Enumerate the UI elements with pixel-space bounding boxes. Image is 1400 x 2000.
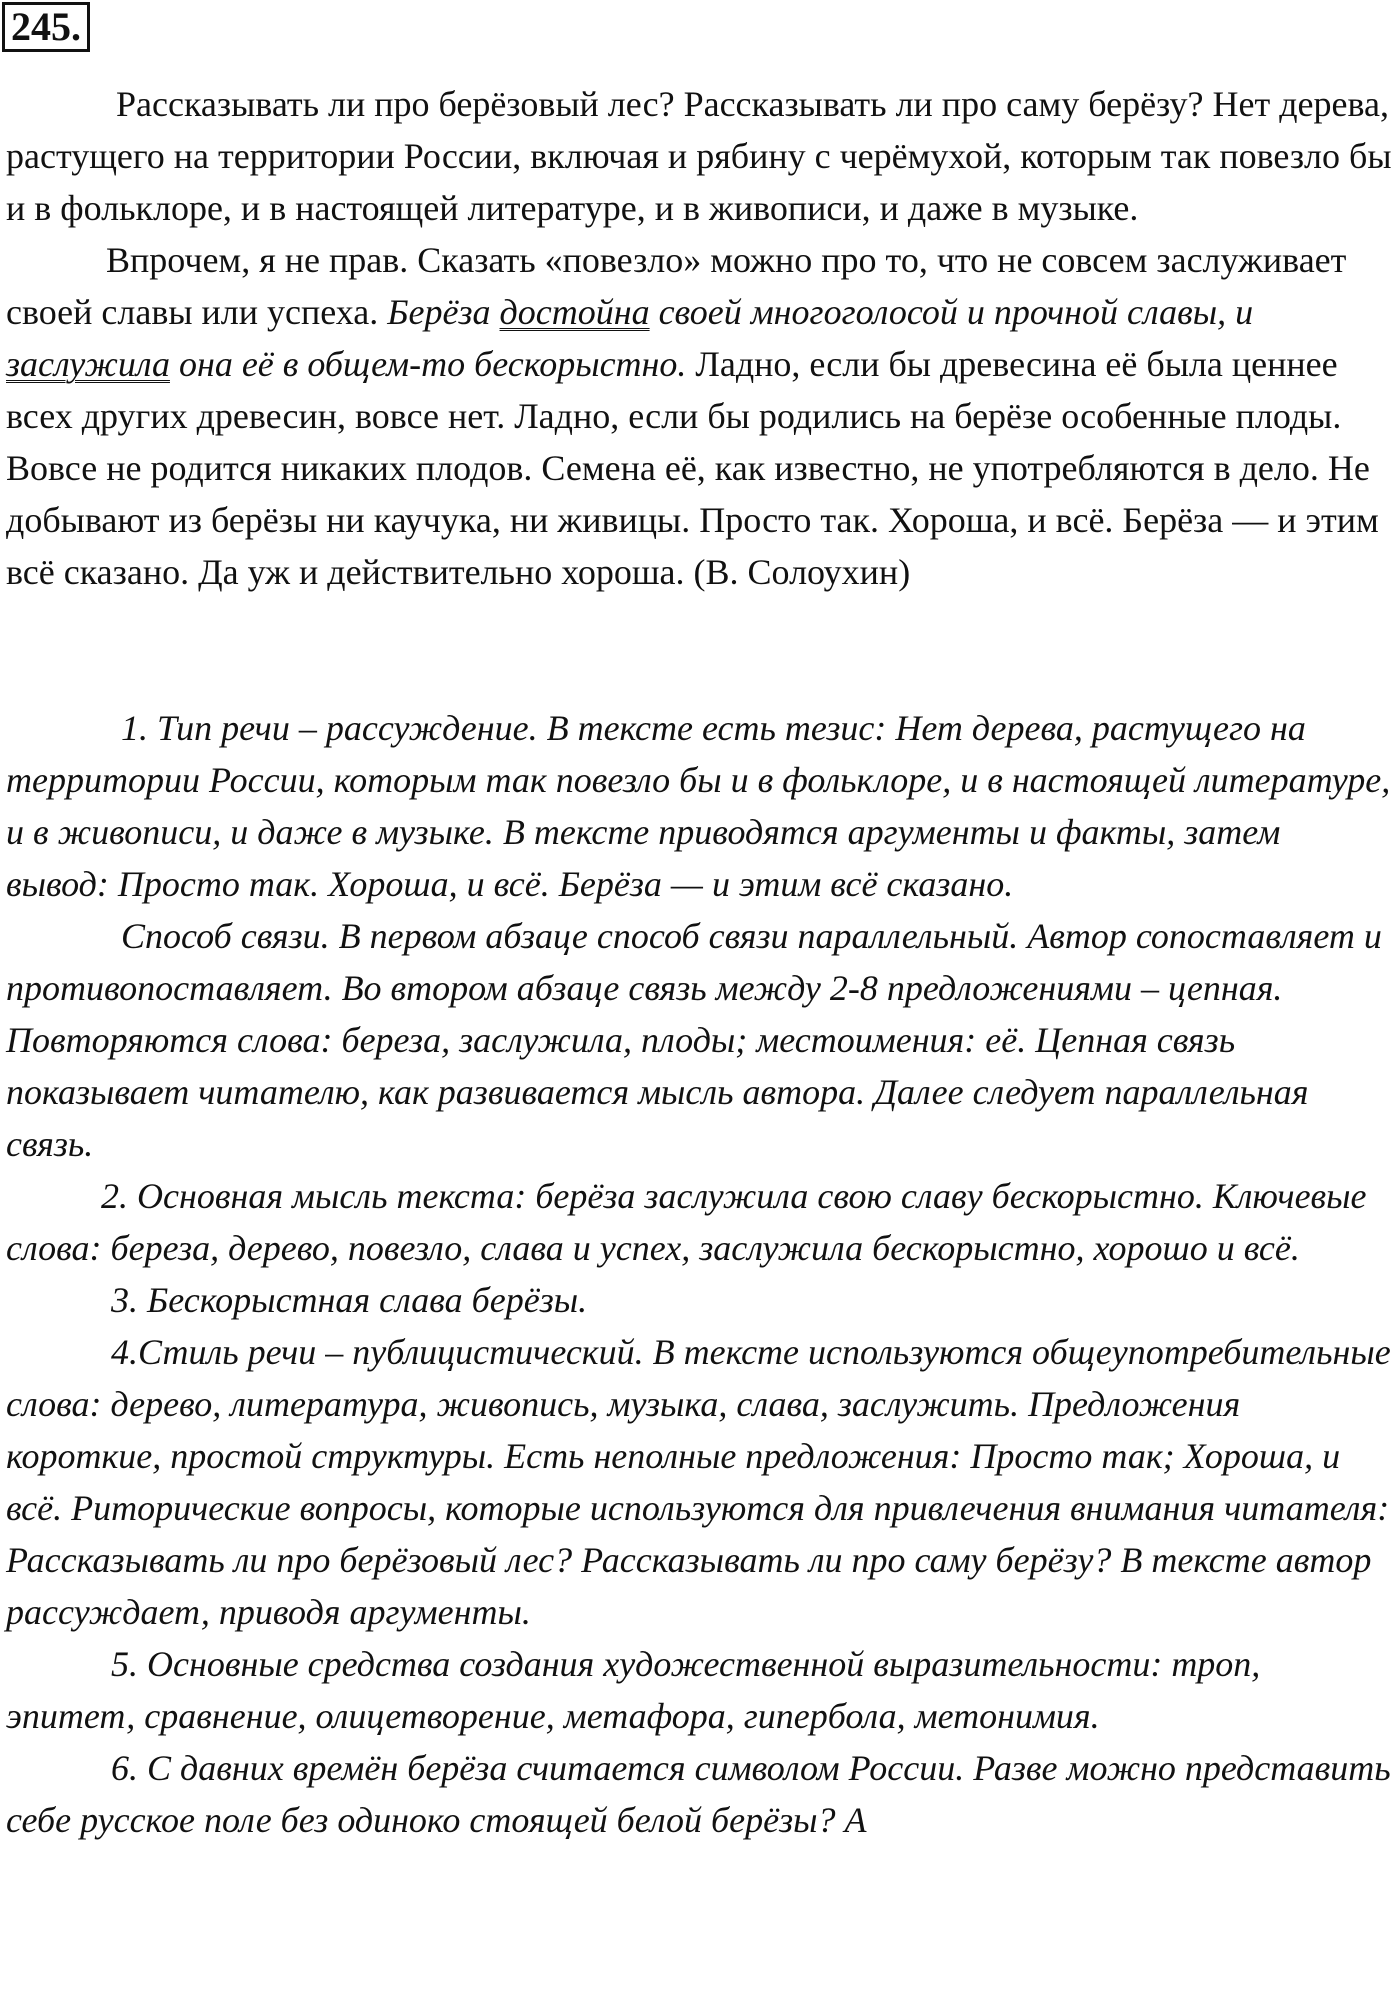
p2-end: Ладно, если бы древесина её была ценнее всех других древесин, вовсе нет. Ладно, если бы родились на берёзе особенные плоды. Вовсе не родится никаких плодов. Семена её, как известно, не употребляются в дело. Не добывают из берёзы ни каучука, ни живицы. Просто так. Хороша, и всё. Берёза — и этим всё сказано. Да уж и действительно хороша. (В. Солоухин) xyxy=(6,344,1379,592)
p2-italic-3: она её в общем-то бескорыстно. xyxy=(169,344,687,384)
analysis-item-1: 1. Тип речи – рассуждение. В тексте есть тезис: Нет дерева, растущего на территории России, которым так повезло бы и в фольклоре, и в настоящей литературе, и в живописи, и даже в музыке. В тексте приводятся аргументы и факты, затем вывод: Просто так. Хороша, и всё. Берёза — и этим всё сказано. xyxy=(6,708,1391,904)
original-text xyxy=(6,78,1392,598)
analysis-item-6: 6. С давних времён берёза считается символом России. Разве можно представить себе русское поле без одиноко стоящей белой берёзы? А xyxy=(6,1748,1391,1840)
analysis-text xyxy=(6,702,1392,1846)
original-paragraph-2 xyxy=(6,234,1392,598)
original-paragraph-1: Рассказывать ли про берёзовый лес? Рассказывать ли про саму берёзу? Нет дерева, растущего на территории России, включая и рябину с черёмухой, которым так повезло бы и в фольклоре, и в настоящей литературе, и в живописи, и даже в музыке. xyxy=(6,84,1392,228)
p2-underlined-zasluzhila: заслужила xyxy=(6,344,170,384)
p2-underlined-dostoina: достойна xyxy=(499,292,650,332)
analysis-item-1-connection: Способ связи. В первом абзаце способ связи параллельный. Автор сопоставляет и противопоставляет. Во втором абзаце связь между 2-8 предложениями – цепная. Повторяются слова: береза, заслужила, плоды; местоимения: её. Цепная связь показывает читателю, как развивается мысль автора. Далее следует параллельная связь. xyxy=(6,916,1382,1164)
exercise-number: 245. xyxy=(2,2,90,52)
analysis-item-3: 3. Бескорыстная слава берёзы. xyxy=(111,1280,588,1320)
p2-italic-2: своей многоголосой и прочной славы, и xyxy=(649,292,1254,332)
analysis-item-5: 5. Основные средства создания художественной выразительности: троп, эпитет, сравнение, олицетворение, метафора, гипербола, метонимия. xyxy=(6,1644,1261,1736)
analysis-item-4: 4.Стиль речи – публицистический. В тексте используются общеупотребительные слова: дерево, литература, живопись, музыка, слава, заслужить. Предложения короткие, простой структуры. Есть неполные предложения: Просто так; Хороша, и всё. Риторические вопросы, которые используются для привлечения внимания читателя: Рассказывать ли про берёзовый лес? Рассказывать ли про саму берёзу? В тексте автор рассуждает, приводя аргументы. xyxy=(6,1332,1391,1632)
analysis-item-2: 2. Основная мысль текста: берёза заслужила свою славу бескорыстно. Ключевые слова: береза, дерево, повезло, слава и успех, заслужила бескорыстно, хорошо и всё. xyxy=(6,1176,1367,1268)
p2-italic-1: Берёза xyxy=(387,292,500,332)
p2-start: Впрочем, я не прав. Сказать «повезло» можно про то, что не совсем заслуживает своей славы или успеха. xyxy=(6,240,1347,332)
